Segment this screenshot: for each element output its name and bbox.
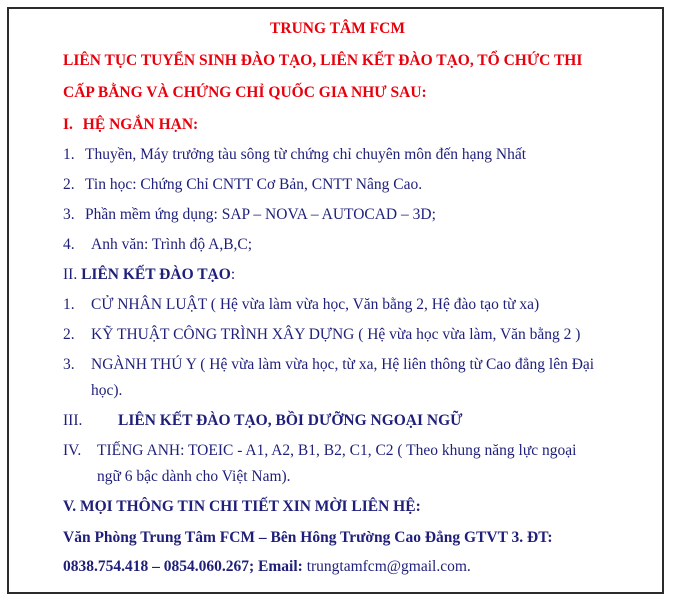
section-4-line [63, 442, 576, 460]
contact-phones: 0838.754.418 – 0854.060.267; Email: [63, 558, 303, 575]
item-number: 1. [63, 296, 75, 313]
heading-line-1: LIÊN TỤC TUYỂN SINH ĐÀO TẠO, LIÊN KẾT ĐÀO TẠO, TỔ CHỨC THI [63, 52, 583, 69]
section-4-continuation: ngữ 6 bậc dành cho Việt Nam). [97, 468, 291, 485]
item-text: Phần mềm ứng dụng: SAP – NOVA – AUTOCAD – 3D; [85, 206, 436, 223]
item-text: Tin học: Chứng Chỉ CNTT Cơ Bản, CNTT Nâng Cao. [85, 176, 423, 193]
heading-line-2: CẤP BẰNG VÀ CHỨNG CHỈ QUỐC GIA NHƯ SAU: [63, 84, 427, 101]
section-1-item [63, 206, 436, 224]
item-number: 2. [63, 176, 75, 193]
section-3-heading [63, 412, 463, 430]
section-2-heading [63, 266, 235, 284]
section-1-item [63, 236, 252, 254]
section-1-heading [63, 116, 198, 134]
section-5-heading: V. MỌI THÔNG TIN CHI TIẾT XIN MỜI LIÊN HỆ: [63, 498, 421, 515]
page-title: TRUNG TÂM FCM [270, 20, 405, 37]
section-1-title: HỆ NGẮN HẠN: [82, 116, 199, 133]
item-text: Anh văn: Trình độ A,B,C; [91, 236, 253, 253]
item-text: CỬ NHÂN LUẬT ( Hệ vừa làm vừa học, Văn bằng 2, Hệ đào tạo từ xa) [91, 296, 540, 313]
item-number: 2. [63, 326, 75, 343]
section-2-number: II. [63, 266, 78, 283]
section-3-number: III. [63, 412, 83, 429]
item-text: KỸ THUẬT CÔNG TRÌNH XÂY DỰNG ( Hệ vừa học vừa làm, Văn bằng 2 ) [91, 326, 581, 343]
item-number: 3. [63, 206, 75, 223]
section-2-item [63, 326, 580, 344]
section-1-item [63, 146, 526, 164]
contact-address: Văn Phòng Trung Tâm FCM – Bên Hông Trường Cao Đẳng GTVT 3. ĐT: [63, 529, 553, 546]
section-2-title: LIÊN KẾT ĐÀO TẠO [81, 266, 231, 283]
section-1-number: I. [63, 116, 73, 133]
section-2-item-continuation: học). [91, 382, 123, 399]
section-4-text: TIẾNG ANH: TOEIC - A1, A2, B1, B2, C1, C2 ( Theo khung năng lực ngoại [97, 442, 577, 459]
section-2-item [63, 356, 594, 374]
section-1-item [63, 176, 422, 194]
item-number: 1. [63, 146, 75, 163]
section-2-item [63, 296, 539, 314]
section-2-suffix: : [230, 266, 236, 283]
section-3-title: LIÊN KẾT ĐÀO TẠO, BỒI DƯỠNG NGOẠI NGỮ [118, 412, 463, 429]
contact-phone-email-line [63, 558, 471, 576]
contact-email[interactable]: trungtamfcm@gmail.com [306, 558, 467, 575]
item-number: 3. [63, 356, 75, 373]
contact-end: . [466, 558, 471, 575]
item-text: Thuyền, Máy trưởng tàu sông từ chứng chỉ chuyên môn đến hạng Nhất [85, 146, 527, 163]
section-4-number: IV. [63, 442, 82, 459]
item-text: NGÀNH THÚ Y ( Hệ vừa làm vừa học, từ xa, Hệ liên thông từ Cao đẳng lên Đại [91, 356, 595, 373]
item-number: 4. [63, 236, 75, 253]
